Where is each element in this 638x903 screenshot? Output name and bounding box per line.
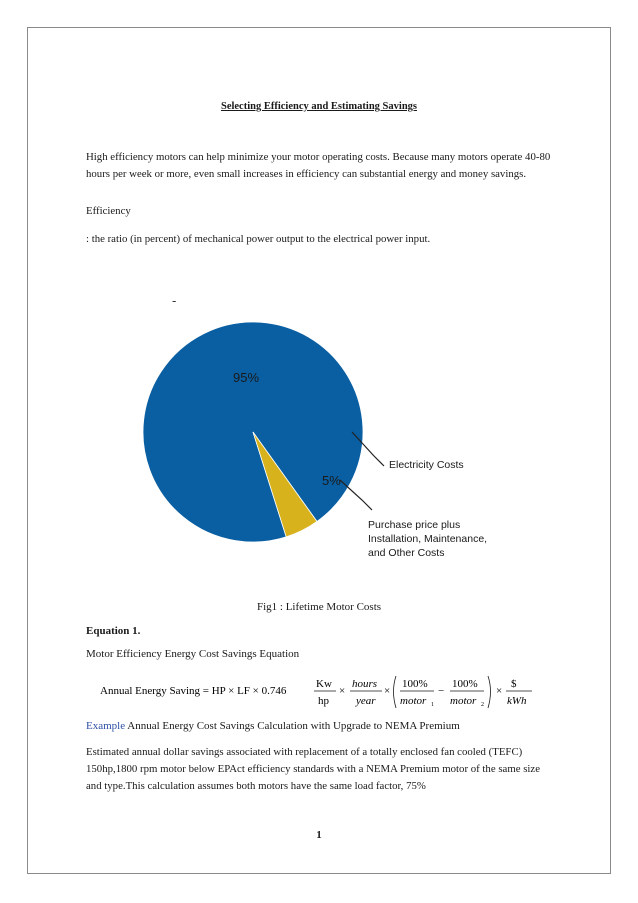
eq-hp: hp xyxy=(318,695,329,707)
example-link[interactable]: Example xyxy=(86,720,126,732)
page-number: 1 xyxy=(316,829,322,841)
efficiency-term: Efficiency xyxy=(86,205,131,217)
equation xyxy=(100,672,540,712)
legend-purchase-1: Purchase price plus xyxy=(368,519,461,531)
page-title: Selecting Efficiency and Estimating Savings xyxy=(220,101,417,112)
eq-lhs: Annual Energy Saving = HP × LF × 0.746 xyxy=(100,685,287,697)
example-body: Estimated annual dollar savings associated with replacement of a totally enclosed fan cooled (TEFC) 150hp,1800 rpm motor below EPAct efficiency standards with a NEMA Premium motor of the same size and type.This calculation assumes both motors have the same load factor, 75% xyxy=(86,746,540,792)
leader-line-purchase xyxy=(340,480,372,510)
svg-text:×: × xyxy=(496,685,503,697)
eq-motor1: motor xyxy=(400,695,427,707)
legend-purchase-3: and Other Costs xyxy=(368,547,445,559)
eq-kwh: kWh xyxy=(507,695,527,707)
pie-top-mark: - xyxy=(172,293,177,308)
slice-label-95: 95% xyxy=(233,370,260,385)
eq-sub1: 1 xyxy=(431,702,434,708)
legend-purchase-2: Installation, Maintenance, xyxy=(368,533,488,545)
intro-paragraph: High efficiency motors can help minimize your motor operating costs. Because many motors operate 40-80 hours per week or more, even small increases in efficiency can substantial energy and money savings. xyxy=(86,151,551,180)
svg-text:×: × xyxy=(384,685,391,697)
eq-hours: hours xyxy=(352,678,378,690)
pie-chart xyxy=(0,280,638,580)
legend-electricity: Electricity Costs xyxy=(389,459,464,471)
eq-motor2: motor xyxy=(450,695,477,707)
equation-heading: Equation 1. xyxy=(86,625,141,637)
svg-text:×: × xyxy=(339,685,346,697)
equation-subtitle: Motor Efficiency Energy Cost Savings Equation xyxy=(86,648,300,660)
eq-sub2: 2 xyxy=(481,702,484,708)
eq-year: year xyxy=(356,695,376,707)
example-line xyxy=(86,720,460,732)
eq-kw: Kw xyxy=(316,678,332,690)
eq-pct2: 100% xyxy=(452,678,478,690)
eq-dollar: $ xyxy=(511,678,517,690)
example-title: Annual Energy Cost Savings Calculation with Upgrade to NEMA Premium xyxy=(125,720,460,732)
eq-pct1: 100% xyxy=(402,678,428,690)
figure-caption: Fig1 : Lifetime Motor Costs xyxy=(256,601,382,613)
efficiency-definition: : the ratio (in percent) of mechanical power output to the electrical power input. xyxy=(86,233,431,245)
svg-text:−: − xyxy=(438,685,445,697)
slice-label-5: 5% xyxy=(322,473,341,488)
